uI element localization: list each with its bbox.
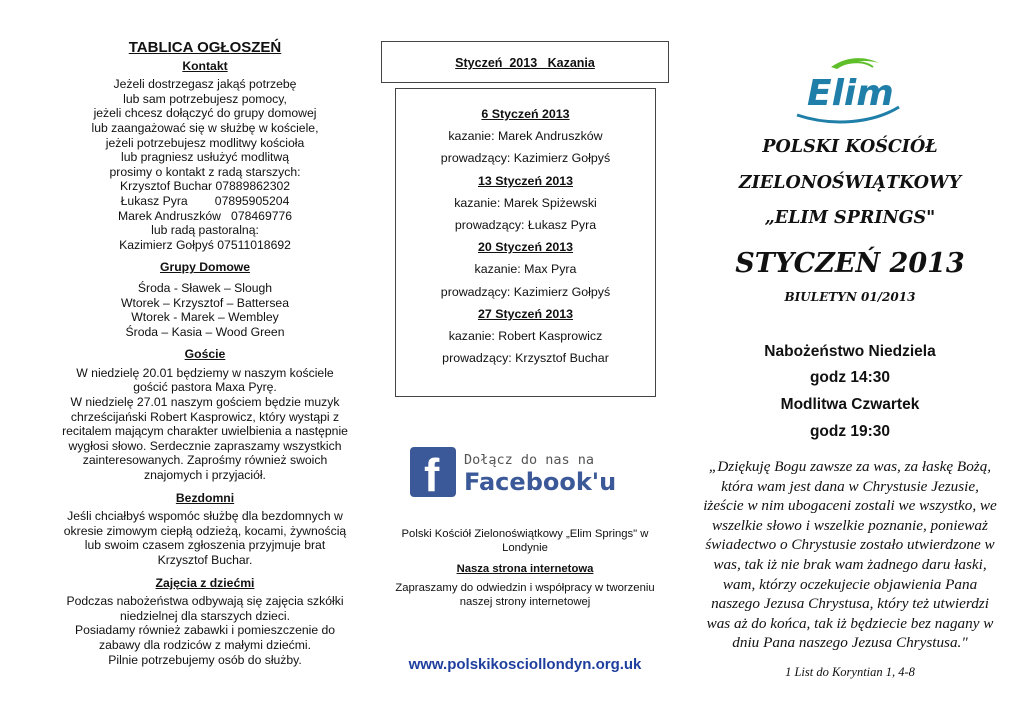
sermon-date: 27 Styczeń 2013 bbox=[477, 306, 574, 321]
kontakt-line: lub radą pastoralną: bbox=[151, 223, 259, 238]
kontakt-line: prosimy o kontakt z radą starszych: bbox=[109, 164, 301, 179]
sermons-title: Styczeń 2013 Kazania bbox=[455, 56, 595, 70]
zajecia-line: Posiadamy również zabawki i pomieszczenie do bbox=[74, 623, 336, 638]
announcements-column bbox=[40, 0, 370, 667]
elim-logo bbox=[793, 55, 903, 125]
bezdomni-line: Jeśli chciałbyś wspomóc służbę dla bezdomnych w bbox=[67, 509, 343, 524]
kontakt-line: Krzysztof Buchar 07889862302 bbox=[119, 179, 291, 194]
church-title-line3: „ELIM SPRINGS" bbox=[764, 208, 936, 228]
zajecia-section bbox=[40, 594, 370, 667]
bible-quote-reference: 1 List do Koryntian 1, 4-8 bbox=[785, 665, 915, 679]
bezdomni-line: lub swoim czasem zgłoszenia przyjmuje brat bbox=[84, 538, 326, 553]
sermon-leader: prowadzący: Kazimierz Gołpyś bbox=[440, 151, 611, 166]
bezdomni-line: Krzysztof Buchar. bbox=[157, 553, 253, 567]
svg-text:f: f bbox=[424, 449, 440, 497]
kontakt-line: Łukasz Pyra 07895905204 bbox=[120, 193, 290, 208]
goscie-heading: Goście bbox=[184, 347, 226, 362]
sermons-title-box bbox=[381, 41, 669, 83]
sermon-leader: prowadzący: Krzysztof Buchar bbox=[442, 351, 609, 366]
zajecia-line: Podczas nabożeństwa odbywają się zajęcia szkółki bbox=[66, 594, 344, 609]
facebook-icon bbox=[410, 447, 628, 497]
grupy-line: Środa – Kasia – Wood Green bbox=[125, 324, 285, 339]
sunday-service-label: Nabożeństwo Niedziela bbox=[764, 343, 936, 360]
bezdomni-line: okresie zimowym ciepłą odzieżą, kocami, żywnością bbox=[63, 523, 347, 538]
goscie-line: wygłosi słowo. Serdecznie zapraszamy wszystkich bbox=[68, 438, 342, 453]
sermon-date: 6 Styczeń 2013 bbox=[481, 107, 570, 121]
facebook-big-text: Facebook'u bbox=[464, 468, 617, 496]
thursday-prayer-time: godz 19:30 bbox=[809, 423, 891, 440]
zajecia-heading: Zajęcia z dziećmi bbox=[155, 575, 255, 590]
sermon-preacher: kazanie: Max Pyra bbox=[474, 262, 577, 277]
facebook-banner[interactable] bbox=[410, 447, 628, 497]
month-title: STYCZEŃ 2013 bbox=[735, 248, 965, 279]
zajecia-line: niedzielnej dla starszych dzieci. bbox=[119, 608, 291, 623]
sunday-service-time: godz 14:30 bbox=[809, 369, 891, 386]
church-title-line1: POLSKI KOŚCIÓŁ bbox=[762, 137, 938, 157]
website-invite: Zapraszamy do odwiedzin i współpracy w tworzeniu naszej strony internetowej bbox=[395, 582, 655, 608]
sermon-leader: prowadzący: Kazimierz Gołpyś bbox=[440, 284, 611, 299]
goscie-line: gościć pastora Maxa Pyrę. bbox=[133, 380, 277, 395]
kontakt-line: lub pragniesz usłużyć modlitwą bbox=[121, 150, 289, 165]
sermon-list bbox=[396, 103, 655, 369]
kontakt-section bbox=[40, 77, 370, 252]
goscie-line: recitalem mającym charakter uwielbienia a następnie bbox=[62, 424, 348, 439]
kontakt-line: lub sam potrzebujesz pomocy, bbox=[123, 91, 287, 106]
goscie-line: zainteresowanych. Zaprośmy również swoich bbox=[82, 453, 328, 468]
kontakt-line: Marek Andruszków 078469776 bbox=[117, 208, 293, 223]
goscie-line: znajomych i przyjaciół. bbox=[144, 468, 266, 483]
facebook-small-text: Dołącz do nas na bbox=[464, 452, 595, 468]
sermon-preacher: kazanie: Robert Kasprowicz bbox=[448, 329, 603, 344]
announcements-title: TABLICA OGŁOSZEŃ bbox=[128, 39, 282, 56]
kontakt-line: Kazimierz Gołpyś 07511018692 bbox=[119, 237, 291, 252]
church-name: Polski Kościół Zielonoświątkowy „Elim Springs" w Londynie bbox=[401, 528, 649, 554]
sermons-box bbox=[395, 88, 656, 397]
website-url-link[interactable]: www.polskikosciollondyn.org.uk bbox=[408, 656, 642, 673]
thursday-prayer-label: Modlitwa Czwartek bbox=[780, 396, 920, 413]
grupy-heading: Grupy Domowe bbox=[159, 260, 251, 275]
zajecia-line: zabawy dla rodziców z małymi dziećmi. bbox=[99, 637, 311, 652]
bulletin-number: BIULETYN 01/2013 bbox=[784, 290, 916, 304]
goscie-section bbox=[40, 366, 370, 483]
kontakt-heading: Kontakt bbox=[182, 58, 228, 73]
grupy-section bbox=[40, 281, 370, 339]
kontakt-line: jeżeli potrzebujesz modlitwy kościoła bbox=[105, 135, 305, 150]
zajecia-line: Pilnie potrzebujemy osób do służby. bbox=[108, 652, 302, 667]
bible-quote: „Dziękuję Bogu zawsze za was, za łaskę Bożą, która wam jest dana w Chrystusie Jezusie, iżeście w nim ubogaceni zostali we wszystko, we wszelkie słowo i wszelkie poznanie, ponieważ świadectwo o Chrystusie zostało utwierdzone w was, tak iż nie brak wam żadnego daru łaski, wam, którzy oczekujecie objawienia Pana naszego Jezusa Chrystusa, który też utwierdzi was aż do końca, tak iż będziecie bez nagany w dniu Pana naszego Jezusa Chrystusa." bbox=[703, 458, 997, 652]
sermon-date: 20 Styczeń 2013 bbox=[477, 240, 574, 255]
bezdomni-section bbox=[40, 509, 370, 567]
kontakt-line: Jeżeli dostrzegasz jakąś potrzebę bbox=[113, 77, 297, 92]
website-heading: Nasza strona internetowa bbox=[456, 563, 594, 575]
grupy-line: Środa - Sławek – Slough bbox=[137, 280, 273, 295]
kontakt-line: lub zaangażować się w służbę w kościele, bbox=[91, 120, 319, 135]
sermon-leader: prowadzący: Łukasz Pyra bbox=[454, 218, 597, 233]
goscie-line: W niedzielę 27.01 naszym gościem będzie muzyk bbox=[70, 395, 340, 410]
sermon-preacher: kazanie: Marek Andruszków bbox=[448, 129, 603, 144]
elim-logo-text: Elim bbox=[807, 73, 894, 114]
grupy-line: Wtorek – Krzysztof – Battersea bbox=[121, 295, 289, 310]
sermon-date: 13 Styczeń 2013 bbox=[477, 173, 574, 188]
kontakt-line: jeżeli chcesz dołączyć do grupy domowej bbox=[93, 106, 317, 121]
goscie-line: W niedzielę 20.01 będziemy w naszym kościele bbox=[76, 365, 334, 380]
church-title-line2: ZIELONOŚWIĄTKOWY bbox=[738, 173, 962, 193]
goscie-line: chrześcijański Robert Kasprowicz, który wystąpi z bbox=[70, 409, 340, 424]
sermon-preacher: kazanie: Marek Spiżewski bbox=[454, 195, 597, 210]
bezdomni-heading: Bezdomni bbox=[175, 490, 235, 505]
grupy-line: Wtorek - Marek – Wembley bbox=[131, 310, 279, 325]
